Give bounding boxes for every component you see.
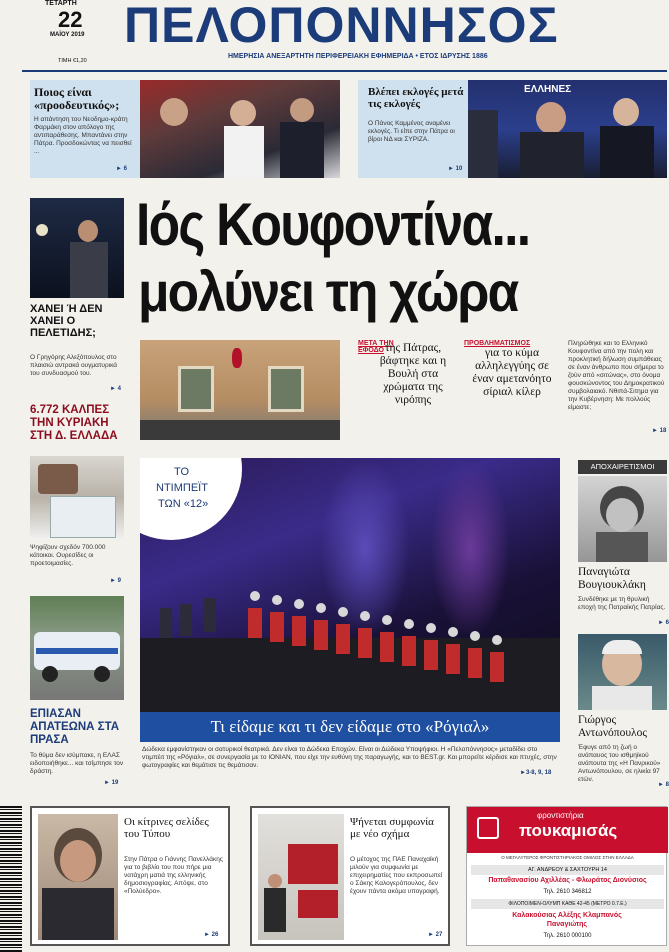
police-car-photo bbox=[30, 596, 124, 700]
box2-title: Ψήνεται συμφωνία με νέο σχήμα bbox=[350, 816, 434, 840]
left-story1-body: Ο Γρηγόρης Αλεξόπουλος στο πλαισιώ αντρακά ουγματυρικά του συνδυασμού του. bbox=[30, 354, 118, 377]
teaser-title: Ποιος είναι «προοδευτικός»; bbox=[34, 85, 120, 112]
ad-names1: Παπαθανασίου Αχιλλέας - Φλωράτος Διονύσιος bbox=[488, 877, 647, 884]
ballot-photo bbox=[30, 456, 124, 538]
lead-col-3: Πληρώθηκε και το Ελληνικό Κουφοντίνα από την πολη και προκλητική δήλωση συμπάθειας σε έναν άνθρωπο που σήμερα το ζούν από «σιτώνας», στο όνομα φουσκώνοντος του Δημοκρατικού συμβολαιακό. Νθιπά-Σιτημα για την Κυβέρνηση: Με πολλούς είμαστε; bbox=[568, 340, 665, 411]
person1-body: Συνδέθηκε με τη θρυλική εποχή της Πατραϊκής Πατρίας. bbox=[578, 596, 666, 611]
ad-tel1: Τηλ. 2610 346812 bbox=[543, 889, 592, 895]
newspaper-subtitle: ΗΜΕΡΗΣΙΑ ΑΝΕΞΑΡΤΗΤΗ ΠΕΡΙΦΕΡΕΙΑΚΗ ΕΦΗΜΕΡΙΔΑ • ΕΤΟΣ ΙΔΡΥΣΗΣ 1886 bbox=[228, 53, 488, 60]
ad-names2: Καλακούσιας Αλέξης Κλαμπανός Παναγιώτης bbox=[512, 912, 622, 928]
main-headline-line2[interactable]: μολύνει τη χώρα bbox=[138, 260, 518, 323]
bottom-box1[interactable] bbox=[30, 806, 230, 946]
panachaiki-photo bbox=[258, 814, 344, 940]
ad-top: φροντιστήρια bbox=[537, 811, 584, 820]
top-left-teaser[interactable] bbox=[30, 80, 340, 178]
ad-addr1: ΑΓ. ΑΝΔΡΕΟΥ & ΣΑΧΤΟΥΡΗ 14 bbox=[471, 865, 664, 875]
advert-poukamisas[interactable] bbox=[466, 806, 667, 946]
ad-brand: πουκαμισάς bbox=[519, 821, 618, 840]
box2-body: Ο μέτοχος της ΠΑΕ Παναχαϊκή μιλούν για συμφωνία με επιχειρηματίες που εκπροσωπεί ο Σάκης Καλογερόπουλος, δεν έχουν πάντα ακόμα υπογραφή. bbox=[350, 856, 443, 895]
teaser-title: Βλέπει εκλογές μετά τις εκλογές bbox=[368, 86, 464, 110]
teaser-page: ► 6 bbox=[116, 166, 127, 172]
antonopoulos-photo bbox=[578, 634, 667, 710]
ad-addr2: ΦΙΛΟΠΟΙΜΕΝ-ΟΛΥΜΠ ΚΑΘΕ 42-45 (ΜΕΤΡΟ 0.7.Ε.) bbox=[471, 899, 664, 909]
lead-text: για το κύμα αλληλεγγύης σε έναν αμετανόητο σίριαλ κίλερ bbox=[472, 347, 552, 398]
top-right-teaser[interactable] bbox=[358, 80, 667, 178]
price: ΤΙΜΗ €1,20 bbox=[58, 58, 87, 64]
debate-circle-text2: ΝΤΙΜΠΕΪΤ bbox=[156, 482, 208, 494]
kammenos-photo bbox=[468, 80, 667, 178]
left-story2-title[interactable]: 6.772 ΚΑΛΠΕΣ ΤΗΝ ΚΥΡΙΑΚΗ ΣΤΗ Δ. ΕΛΛΑΔΑ bbox=[30, 404, 118, 442]
lead-col-3-page: ► 18 bbox=[652, 428, 667, 434]
person2-page: ► 8 bbox=[658, 782, 669, 788]
left-story2-page: ► 9 bbox=[110, 578, 121, 584]
box1-title: Οι κίτρινες σελίδες του Τύπου bbox=[124, 816, 209, 840]
box1-body: Στην Πάτρα ο Γιάννης Πανελλάκης για το βιβλίο του που πήρε μια νατάχρη ματιά της ελληνικής δημοσιογραφίας. Απόψε, στο «Πολύεδρο». bbox=[124, 856, 223, 895]
person2-name[interactable]: Γιώργος Αντωνόπουλος bbox=[578, 714, 647, 739]
ad-tel2: Τηλ. 2610 000100 bbox=[543, 933, 592, 939]
person2-body: Έφυγε από τη ζωή ο ανάπαυος του ισθμηϊκού ανάπουτα της «Η Πανρικού» Αντωνόπουλου, σε ηλικία 97 ετών. bbox=[578, 744, 661, 783]
teaser-body: Ο Πάνος Καμμένος αναμένει εκλογές. Τι είπε στην Πάτρα οι βίροι ΝΔ και ΣΥΡΙΖΑ. bbox=[368, 120, 455, 143]
farewells-header: ΑΠΟΧΑΙΡΕΤΙΣΜΟΙ bbox=[578, 460, 667, 474]
lead-label: ΠΡΟΒΛΗΜΑΤΙΣΜΟΣ bbox=[464, 340, 531, 347]
banner-text: ΕΛΛΗΝΕΣ bbox=[524, 84, 572, 95]
barcode bbox=[0, 806, 22, 952]
ad-tagline: Ο ΜΕΓΑΛΥΤΕΡΟΣ ΦΡΟΝΤΙΣΤΗΡΙΑΚΟΣ ΟΜΙΛΟΣ ΣΤΗΝ ΕΛΛΑΔΑ bbox=[501, 855, 634, 860]
ad-logo-icon bbox=[477, 817, 499, 839]
person1-page: ► 6 bbox=[658, 620, 669, 626]
teaser-body: Η απάντηση του Νεοδημο-κράτη Φαρμάκη στον απόλογο της αντιπαράθεσης. Μπαντάνει στην Πάτρα. Προσδοκώντας να πεισθεί ... bbox=[34, 116, 132, 155]
left-story3-body: Το θύμα δεν ισύμπακε, η ΕΛΑΣ ειδοποιήθηκε... και τσίμπησε τον δράστη. bbox=[30, 752, 124, 775]
left-story2-body: Ψηφίζουν σχεδόν 700.000 κάτοικοι. Ουρεσίδες οι προετοιμασίες. bbox=[30, 544, 106, 567]
debate-circle-text3: ΤΩΝ «12» bbox=[158, 498, 209, 510]
debate-circle-text1: ΤΟ bbox=[174, 466, 190, 478]
person1-name[interactable]: Παναγιώτα Βουγιουκλάκη bbox=[578, 566, 646, 591]
politicians-photo bbox=[140, 80, 340, 178]
bottom-box2[interactable] bbox=[250, 806, 450, 946]
issue-day: ΤΕΤΑΡΤΗ bbox=[45, 0, 77, 7]
box2-page: ► 27 bbox=[428, 932, 443, 938]
lead-label: ΜΕΤΑ ΤΗΝ ΕΦΟΔΟ bbox=[358, 340, 394, 354]
issue-month: ΜΑΪΟΥ 2019 bbox=[50, 32, 85, 38]
debate-caption[interactable]: Τι είδαμε και τι δεν είδαμε στο «Ρόγιαλ» bbox=[140, 712, 560, 742]
panellakis-photo bbox=[38, 814, 118, 940]
debate-photo[interactable] bbox=[140, 458, 560, 740]
parliament-photo bbox=[140, 340, 340, 440]
teaser-page: ► 10 bbox=[448, 166, 463, 172]
vougiouklaki-photo bbox=[578, 476, 667, 562]
box1-page: ► 26 bbox=[204, 932, 219, 938]
main-headline-line1[interactable]: Ιός Κουφοντίνα... bbox=[136, 191, 530, 258]
left-story1-title[interactable]: ΧΑΝΕΙ Ή ΔΕΝ ΧΑΝΕΙ Ο ΠΕΛΕΤΙΔΗΣ; bbox=[30, 303, 103, 339]
lead-col-2[interactable] bbox=[464, 340, 560, 399]
issue-date: 22 bbox=[58, 7, 83, 32]
left-story3-page: ► 19 bbox=[104, 780, 119, 786]
left-story1-page: ► 4 bbox=[110, 386, 121, 392]
masthead bbox=[0, 0, 669, 74]
masthead-rule bbox=[22, 70, 667, 72]
newspaper-title: ΠΕΛΟΠΟΝΝΗΣΟΣ bbox=[124, 0, 559, 53]
debate-body: Δώδεκα εμφανίστηκαν οι σατυρικοί θεατρικά. Δεν είναι το Δώδεκα Εποχών. Είναι οι Δώδεκα Υποψήφιοι. Η «Πελοπόννησος» μεταδίδει στο ντιμπέιτ της «Ρόγιαλ», σε συνεργασία με το IONIAN, που είχε την ευθύνη της παραγωγής, και το BEST.gr. Και μπορείτε κέρδισε και πτυχές, στην φωτογραφίες και θεμάτισε τις θεμάτισαν. bbox=[142, 746, 557, 769]
lead-text: της Πάτρας, βάφτηκε και η Βουλή στα χρώματα της νιρόπης bbox=[379, 342, 447, 406]
debate-page: ►3-8, 9, 18 bbox=[520, 770, 552, 776]
peletidis-photo bbox=[30, 198, 124, 298]
left-story3-title[interactable]: ΕΠΙΑΣΑΝ ΑΠΑΤΕΩΝΑ ΣΤΑ ΠΡΑΣΑ bbox=[30, 708, 120, 746]
lead-col-1[interactable] bbox=[358, 340, 458, 407]
